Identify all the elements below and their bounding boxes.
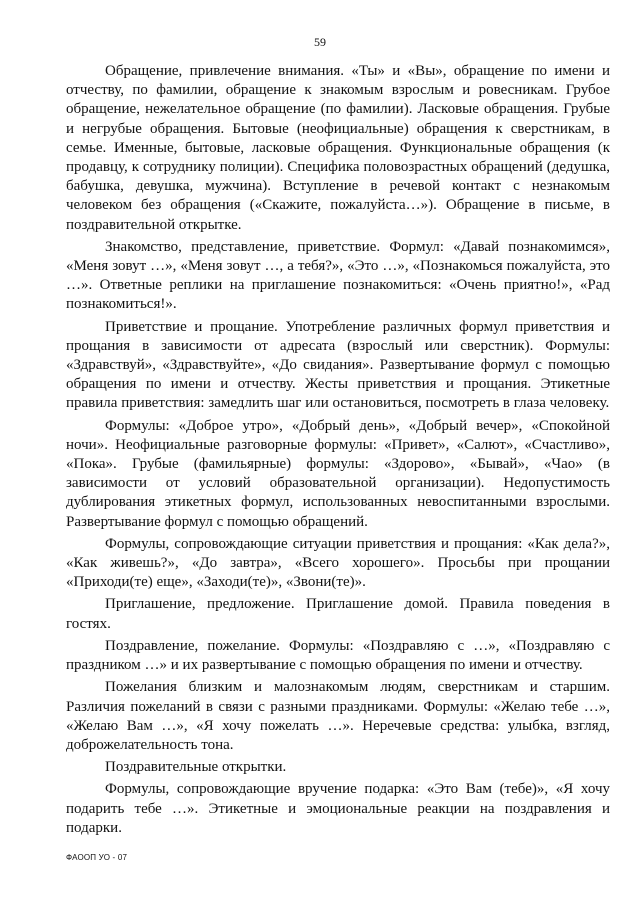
body-text	[66, 62, 610, 841]
document-footer-code: ФАООП УО - 07	[66, 853, 128, 862]
paragraph-greeting-formulas: Формулы: «Доброе утро», «Добрый день», «Добрый вечер», «Спокойной ночи». Неофициальные разговорные формулы: «Привет», «Салют», «Счастливо», «Пока». Грубые (фамильярные) формулы: «Здорово», «Бывай», «Чао» (в зависимости от условий образовательной организации). Недопустимость дублирования этикетных формул, использованных невоспитанными взрослыми. Развертывание формул с помощью обращений.	[66, 417, 610, 530]
paragraph-greeting-cards: Поздравительные открытки.	[105, 759, 287, 776]
paragraph-acquaintance: Знакомство, представление, приветствие. Формул: «Давай познакомимся», «Меня зовут …», «Меня зовут …, а тебя?», «Это …», «Познакомься пожалуйста, это …». Ответные реплики на приглашение познакомиться: «Очень приятно!», «Рад познакомиться!».	[66, 238, 610, 313]
paragraph-congratulation: Поздравление, пожелание. Формулы: «Поздравляю с …», «Поздравляю с праздником …» и их развертывание с помощью обращения по имени и отчеству.	[66, 637, 610, 674]
paragraph-address: Обращение, привлечение внимания. «Ты» и «Вы», обращение по имени и отчеству, по фамилии, обращение к знакомым взрослым и ровесникам. Грубое обращение, нежелательное обращение (по фамилии). Ласковые обращения. Грубые и негрубые обращения. Бытовые (неофициальные) обращения к сверстникам, в семье. Именные, бытовые, ласковые обращения. Функциональные обращения (к продавцу, к сотруднику полиции). Специфика половозрастных обращений (дедушка, бабушка, девушка, мужчина). Вступление в речевой контакт с незнакомым человеком без обращения («Скажите, пожалуйста…»). Обращение в письме, в поздравительной открытке.	[66, 63, 610, 233]
paragraph-invitation: Приглашение, предложение. Приглашение домой. Правила поведения в гостях.	[66, 596, 610, 632]
paragraph-wishes: Пожелания близким и малознакомым людям, сверстникам и старшим. Различия пожеланий в связи с разными праздниками. Формулы: «Желаю тебе …», «Желаю Вам …», «Я хочу пожелать …». Неречевые средства: улыбка, взгляд, доброжелательность тона.	[66, 679, 610, 753]
paragraph-gift: Формулы, сопровождающие вручение подарка: «Это Вам (тебе)», «Я хочу подарить тебе …». Этикетные и эмоциональные реакции на поздравления и подарки.	[66, 781, 610, 836]
page-number: 59	[314, 35, 326, 49]
paragraph-situation-formulas: Формулы, сопровождающие ситуации приветствия и прощания: «Как дела?», «Как живешь?», «До завтра», «Всего хорошего». Просьбы при прощании «Приходи(те) еще», «Заходи(те)», «Звони(те)».	[66, 535, 610, 591]
paragraph-greeting-farewell: Приветствие и прощание. Употребление различных формул приветствия и прощания в зависимости от адресата (взрослый или сверстник). Формулы: «Здравствуй», «Здравствуйте», «До свидания». Развертывание формул с помощью обращения по имени и отчеству. Жесты приветствия и прощания. Этикетные правила приветствия: замедлить шаг или остановиться, посмотреть в глаза человеку.	[66, 318, 610, 412]
